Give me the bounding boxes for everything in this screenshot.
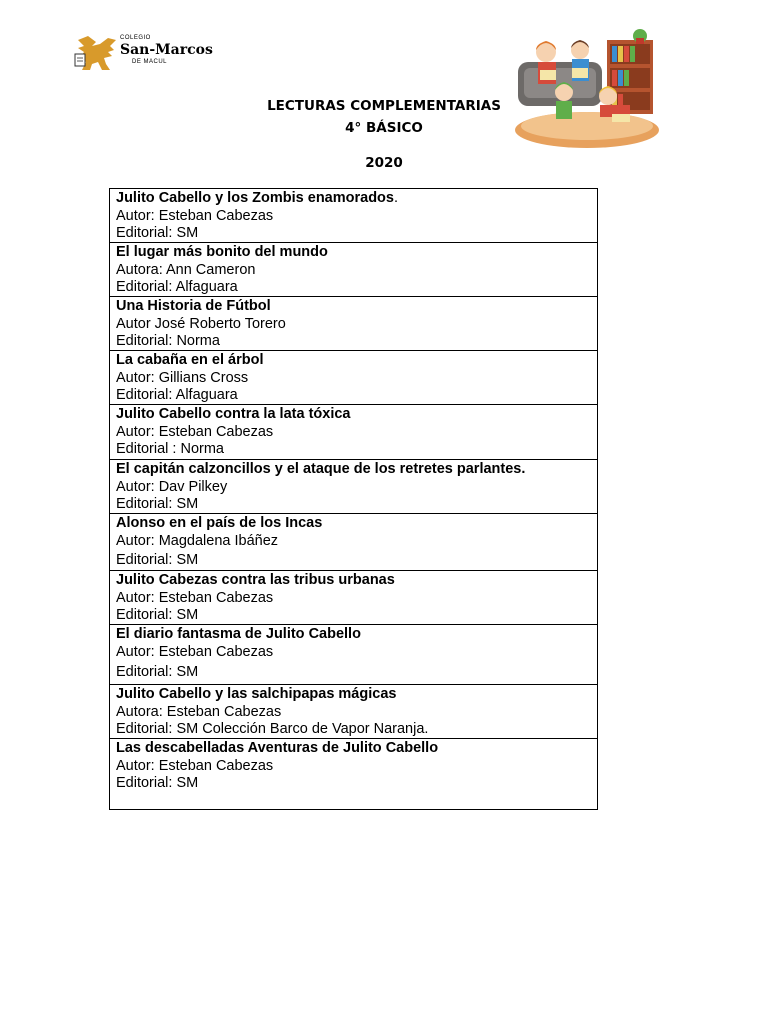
book-row xyxy=(110,243,597,297)
page-title: LECTURAS COMPLEMENTARIAS xyxy=(267,98,501,114)
book-publisher: Editorial: Norma xyxy=(116,333,220,349)
book-row xyxy=(110,405,597,460)
book-author: Autor: Esteban Cabezas xyxy=(116,423,274,440)
book-publisher: Editorial: SM xyxy=(116,775,199,791)
book-row xyxy=(110,460,597,514)
school-logo xyxy=(74,34,214,74)
book-row xyxy=(110,351,597,405)
book-title: Una Historia de Fútbol xyxy=(116,298,271,314)
book-row xyxy=(110,514,597,571)
book-title: Alonso en el país de los Incas xyxy=(116,515,323,531)
school-name: San-Marcos xyxy=(120,42,213,58)
book-title: Julito Cabello contra la lata tóxica xyxy=(116,406,351,422)
book-title: El capitán calzoncillos y el ataque de los retretes parlantes. xyxy=(116,461,526,477)
book-author: Autor: Esteban Cabezas xyxy=(116,757,274,774)
book-author: Autora: Ann Cameron xyxy=(116,261,256,278)
book-author: Autora: Esteban Cabezas xyxy=(116,703,282,720)
book-publisher: Editorial: Alfaguara xyxy=(116,279,238,295)
winged-lion-icon xyxy=(74,34,118,72)
book-row xyxy=(110,685,597,739)
book-title: Las descabelladas Aventuras de Julito Cabello xyxy=(116,740,439,756)
book-author: Autor José Roberto Torero xyxy=(116,315,286,332)
book-row xyxy=(110,739,597,809)
kids-reading-illustration xyxy=(512,22,662,162)
school-logo-text xyxy=(120,34,213,66)
book-author: Autor: Magdalena Ibáñez xyxy=(116,532,279,549)
school-bottom-text: DE MACUL xyxy=(132,59,168,65)
book-row xyxy=(110,297,597,351)
grade-subtitle: 4° BÁSICO xyxy=(345,120,423,136)
book-row xyxy=(110,625,597,685)
book-publisher: Editorial: Alfaguara xyxy=(116,387,238,403)
book-list-table xyxy=(109,188,598,810)
book-publisher: Editorial: SM xyxy=(116,607,199,623)
book-author: Autor: Gillians Cross xyxy=(116,369,249,386)
book-author: Autor: Esteban Cabezas xyxy=(116,207,274,224)
book-title: El diario fantasma de Julito Cabello xyxy=(116,626,361,642)
book-title: Julito Cabezas contra las tribus urbanas xyxy=(116,572,395,588)
book-title: La cabaña en el árbol xyxy=(116,352,264,368)
book-author: Autor: Dav Pilkey xyxy=(116,478,228,495)
book-title: Julito Cabello y los Zombis enamorados. xyxy=(116,190,399,206)
school-top-text: COLEGIO xyxy=(120,35,151,41)
book-row xyxy=(110,189,597,243)
book-publisher: Editorial: SM xyxy=(116,664,199,680)
book-row xyxy=(110,571,597,625)
book-publisher: Editorial: SM xyxy=(116,496,199,512)
book-publisher: Editorial: SM xyxy=(116,552,199,568)
book-title: Julito Cabello y las salchipapas mágicas xyxy=(116,686,397,702)
book-author: Autor: Esteban Cabezas xyxy=(116,589,274,606)
book-publisher: Editorial : Norma xyxy=(116,441,224,457)
year-label: 2020 xyxy=(365,155,403,171)
book-publisher: Editorial: SM Colección Barco de Vapor Naranja. xyxy=(116,721,429,737)
book-title: El lugar más bonito del mundo xyxy=(116,244,328,260)
book-publisher: Editorial: SM xyxy=(116,225,199,241)
book-author: Autor: Esteban Cabezas xyxy=(116,643,274,660)
